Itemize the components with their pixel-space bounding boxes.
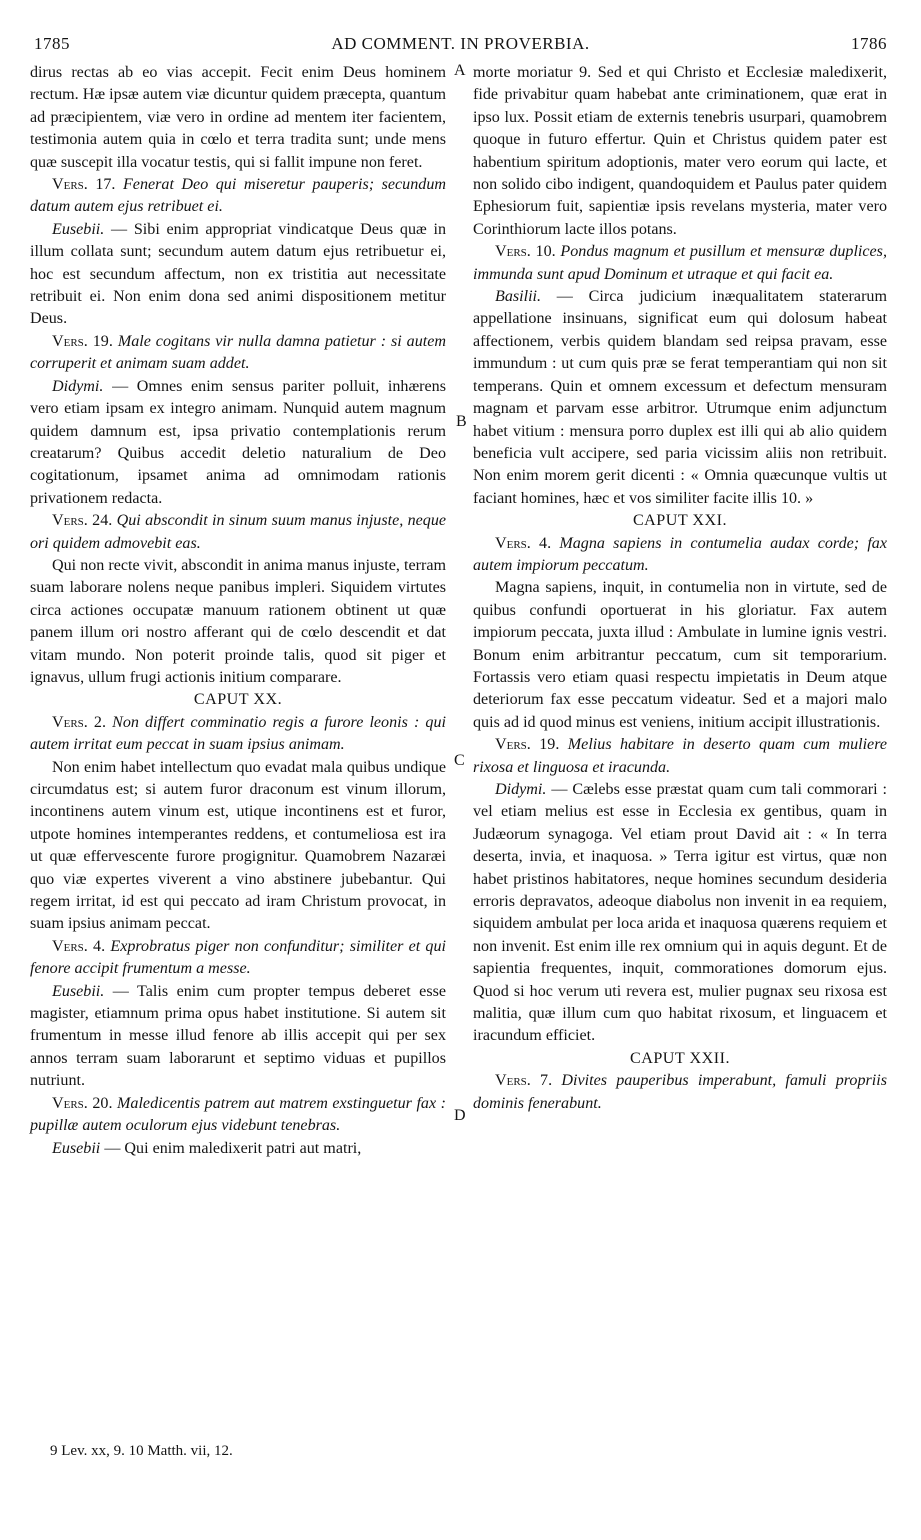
page-number-right: 1786 [851, 34, 887, 53]
commentary [473, 779, 887, 1048]
paragraph: dirus rectas ab eo vias accepit. Fecit enim Deus hominem rectum. Hæ ipsæ autem viæ dicuntur quidem præcepta, quantum ad præcipientem, viæ vero in ordine ad mentem iter facientem, testimonia autem quia in cœlo et terra tradita sunt; unde mens quæ suscepit illa vocatur testis, qui si fallit impune non feret. [30, 64, 446, 171]
verse-text: Pondus magnum et pusillum et mensuræ duplices, immunda sunt apud Dominum et utraque et qui facit ea. [473, 243, 887, 283]
verse-text: Melius habitare in deserto quam cum muliere rixosa et linguosa et iracunda. [473, 736, 888, 776]
page-number-left: 1785 [34, 34, 70, 53]
verse-text: Non differt comminatio regis a furore leonis : qui autem irritat eum peccat in suam ipsius animam. [30, 713, 446, 754]
commentary [473, 286, 887, 510]
margin-letter-b: B [456, 413, 467, 430]
verse-label: Vers. 4. [52, 937, 106, 955]
verse-heading [30, 936, 446, 981]
verse-heading [30, 510, 446, 555]
author-name: Eusebii. [52, 982, 105, 1000]
paragraph: Qui non recte vivit, abscondit in anima manus injuste, terram suam laborare nolens neque panibus impleri. Siquidem virtutes circa actiones occupatæ manuum rationem obtinent ut quæ panem illum ori nostro afferant qui de cœlo descendit et dat vitam mundo. Non poterit proinde talis, quod sit piger et ignavus, ullum frugi actionis initium comparare. [30, 556, 446, 686]
verse-text: Magna sapiens in contumelia audax corde; fax autem impiorum peccatum. [473, 534, 887, 574]
commentary-text: — Omnes enim sensus pariter polluit, inhærens vero etiam ipsam ex integro animam. Nunquid autem magnum quidem damnum est, ipsa privatio contemplationis rerum creatarum? Quibus accedit deletio naturalium de Deo cogitationum, ipsamet anima ad omnimodam rationis privationem redacta. [30, 377, 446, 507]
author-name: Didymi. [495, 781, 547, 798]
margin-letter-d: D [454, 1107, 466, 1124]
verse-label: Vers. 17. [52, 176, 116, 194]
commentary-text: — Qui enim maledixerit patri aut matri, [104, 1139, 362, 1157]
verse-label: Vers. 7. [495, 1072, 553, 1090]
verse-text: Fenerat Deo qui miseretur pauperis; secundum datum autem ejus retribuet ei. [30, 176, 446, 216]
verse-label: Vers. 24. [52, 512, 113, 530]
commentary-text: — Circa judicium inæqualitatem staterarum appellatione insinuans, significat eum qui dolosum habeat affectionem, verbis quidem blandam sed reipsa pravam, esse immundum : ut cum quis præ se ferat temperantiam qui non sit temperans. Quin et omnem excessum et defectum mensuram magnam et parvam esse arbitror. Utrumque enim adjunctum habet vitium : mensura porro duplex est illi qui ab alio quidem beneficia vult accipere, sed paria vicissim aliis non retribuit. Non enim morem gerit dicenti : « Omnia quæcunque vultis ut faciant homines, hæc et vos similiter facite illis 10. » [473, 288, 887, 507]
author-name: Eusebii. [52, 220, 105, 238]
chapter-heading: CAPUT XXII. [630, 1049, 730, 1067]
author-name: Didymi. [52, 377, 104, 395]
author-name: Basilii. [495, 288, 542, 306]
verse-heading [473, 533, 887, 578]
verse-text: Exprobratus piger non confunditur; similiter et qui fenore accipit frumentum a messe. [30, 937, 446, 978]
verse-label: Vers. 20. [52, 1094, 113, 1112]
footnotes: 9 Lev. xx, 9. 10 Matth. vii, 12. [50, 1443, 233, 1459]
commentary-text: — Talis enim cum propter tempus deberet esse magister, etiamnum prima opus habet institutione. Si autem sit frumentum in messe illud fenore ab illis accepit qui per sex annos terram suam laborarunt et septimo viduas et pupillos nutriunt. [30, 982, 446, 1090]
commentary [30, 1138, 446, 1160]
commentary [30, 376, 446, 510]
running-header [34, 34, 887, 56]
verse-heading [473, 734, 887, 779]
commentary [30, 219, 446, 331]
verse-label: Vers. 10. [495, 243, 556, 261]
commentary-text: — Cælebs esse præstat quam cum tali commorari : vel etiam melius est esse in Ecclesia ex gentibus, quam in Judæorum synagoga. Vel etiam prout David ait : « In terra deserta, invia, et inaquosa. » Terra igitur est virtus, quæ non habet pristinos habitatores, neque homines secundum desideria erroris depravatos, adeoque diabolus non invenit in ea requiem, siquidem ambulat per loca arida et inaquosa quærens requiem et non invenit. Est enim ille rex omnium qui in aquis degunt. Et de sapientia frequentes, inquit, commorationes domorum ejus. Quod si hoc verum uti revera est, mulier pugnax seu rixosa est malitia, quæ illum cum quo habitat rixosum, et linguacem et iracundum efficiet. [473, 781, 887, 1045]
verse-text: Male cogitans vir nulla damna patietur : si autem corruperit et animam suam addet. [30, 332, 446, 373]
margin-letter-c: C [454, 752, 465, 769]
verse-heading [30, 331, 446, 376]
verse-text: Qui abscondit in sinum suum manus injuste, neque ori quidem admovebit eas. [30, 512, 447, 552]
verse-label: Vers. 4. [495, 534, 552, 552]
verse-text: Divites pauperibus imperabunt, famuli propriis dominis fenerabunt. [473, 1072, 887, 1112]
verse-label: Vers. 2. [52, 713, 106, 731]
chapter-heading: CAPUT XX. [193, 691, 283, 709]
paragraph: morte moriatur 9. Sed et qui Christo et Ecclesiæ maledixerit, fide privabitur quam habebat ante criminationem, quæ erat in ipso lux. Possit etiam de externis tenebris usurpari, quamobrem quoque in futuro effertur. Quin et Christus quidem pater est habentium spiritum adoptionis, mater vero eorum qui lacte, et non solido cibo indigent, quandoquidem et Paulus pater quidem Ephesiorum fuit, sapientiæ ipsis revelans mysteria, mater vero Corinthiorum lacte illos potans. [473, 64, 887, 238]
chapter-heading: CAPUT XXI. [632, 512, 728, 530]
author-name: Eusebii [52, 1139, 101, 1157]
running-title: AD COMMENT. IN PROVERBIA. [331, 34, 590, 53]
verse-heading [473, 241, 887, 286]
commentary-text: — Sibi enim appropriat vindicatque Deus quæ in illum collata sunt; secundum autem datum ejus retribuetur ei, hoc est secundum affectum, non ex tristitia aut necessitate retribuit ei. Non enim dona sed animi dispositionem metitur Deus. [30, 220, 446, 328]
verse-text: Maledicentis patrem aut matrem exstinguetur fax : pupillæ autem oculorum ejus videbunt tenebras. [30, 1094, 446, 1135]
right-column [473, 62, 887, 1115]
verse-heading [473, 1070, 887, 1115]
margin-letter-a: A [454, 62, 466, 79]
commentary [30, 981, 446, 1093]
verse-heading [30, 1093, 446, 1138]
verse-heading [30, 174, 446, 219]
verse-label: Vers. 19. [52, 332, 113, 350]
paragraph: Non enim habet intellectum quo evadat mala quibus undique circumdatus est; si autem furor draconum est vinum illorum, incontinens autem vinum est, utique incontinens est et furor, utpote homines intemperantes reddens, et contumeliosa est ira ut quæ effervescente furore progignitur. Quamobrem Nazaræi quo viæ expertes viverent a vino abstinere jubebantur. Qui regem irritat, id est qui peccato ad iram Christum provocat, in suam ipsius animam peccat. [30, 758, 446, 933]
paragraph: Magna sapiens, inquit, in contumelia non in virtute, sed de quibus confundi oportuerat in his gloriatur. Fax autem impiorum peccata, juxta illud : Ambulate in lumine ignis vestri. Bonum enim arbitrantur peccatum, cum sit temporarium. Fortassis vero etiam quasi respectu impietatis in Deum atque deteriorum fax esse peccatum videatur. Sed et a majori malo quis ad id quod minus est veniens, initium accipit illustrationis. [473, 579, 887, 731]
verse-label: Vers. 19. [495, 736, 560, 754]
verse-heading [30, 712, 446, 757]
left-column [30, 62, 446, 1160]
